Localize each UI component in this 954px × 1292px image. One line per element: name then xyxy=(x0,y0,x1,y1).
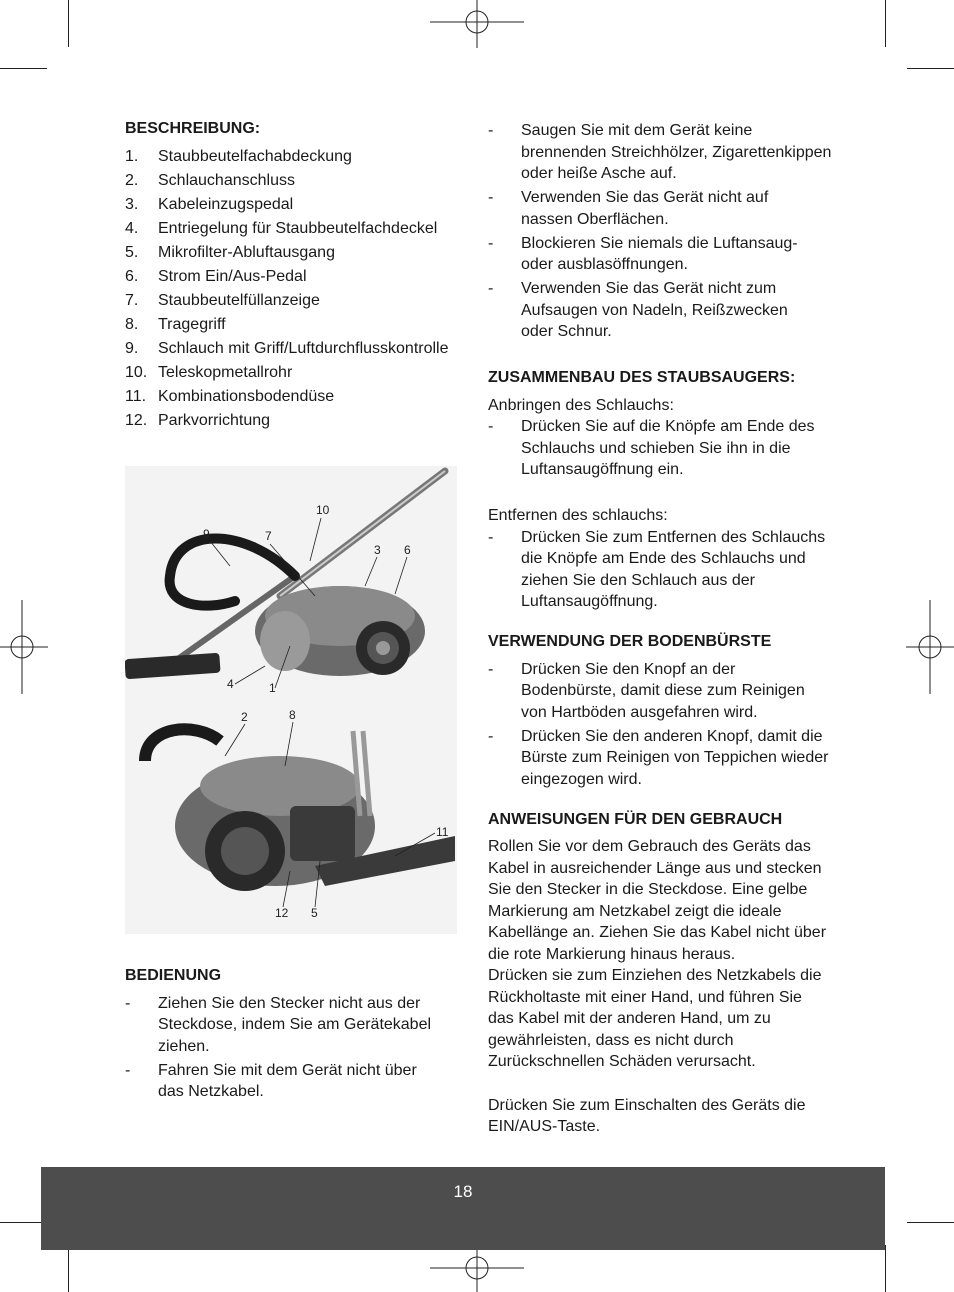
item-number: 6. xyxy=(125,267,139,285)
svg-text:3: 3 xyxy=(374,543,381,557)
list-item xyxy=(125,362,465,384)
item-label: Tragegriff xyxy=(158,315,226,333)
usage-paragraph: Drücken sie zum Einziehen des Netzkabels die Rückholtaste mit einer Hand, und führen Sie das Kabel mit der anderen Hand, um zu gewährleisten, dass es nicht durch Zurückschnellen Schäden verursacht. xyxy=(488,967,822,1070)
bullet-dash: - xyxy=(488,122,494,139)
svg-text:1: 1 xyxy=(269,681,276,695)
list-item xyxy=(125,146,465,168)
item-label: Schlauchanschluss xyxy=(158,171,295,189)
item-text: Saugen Sie mit dem Gerät keine brennenden Streichhölzer, Zigarettenkippen oder heiße Asche auf. xyxy=(521,122,832,182)
item-number: 8. xyxy=(125,315,139,333)
item-text: Fahren Sie mit dem Gerät nicht über das Netzkabel. xyxy=(158,1061,417,1100)
item-label: Schlauch mit Griff/Luftdurchflusskontrolle xyxy=(158,339,449,357)
usage-paragraph: Rollen Sie vor dem Gebrauch des Geräts das Kabel in ausreichender Länge aus und stecken Sie den Stecker in die Steckdose. Eine gelbe Markierung am Netzkabel zeigt die ideale Kabellänge an. Ziehen Sie das Kabel nicht über die rote Markierung hinaus heraus. xyxy=(488,838,827,963)
usage-heading: ANWEISUNGEN FÜR DEN GEBRAUCH xyxy=(488,810,783,828)
list-item xyxy=(125,194,465,216)
item-number: 4. xyxy=(125,219,139,237)
list-item xyxy=(125,993,465,1058)
item-label: Mikrofilter-Abluftausgang xyxy=(158,243,335,261)
list-item xyxy=(125,338,465,360)
list-item xyxy=(125,290,465,312)
svg-text:2: 2 xyxy=(241,710,248,724)
crop-mark xyxy=(0,1222,47,1223)
bullet-dash: - xyxy=(488,280,494,297)
crop-mark xyxy=(0,68,47,69)
item-number: 1. xyxy=(125,147,139,165)
item-text: Verwenden Sie das Gerät nicht auf nassen Oberflächen. xyxy=(521,189,769,228)
crop-mark xyxy=(68,0,69,47)
list-item xyxy=(125,410,465,432)
item-label: Staubbeutelfachabdeckung xyxy=(158,147,352,165)
registration-mark-icon xyxy=(906,600,954,694)
list-item xyxy=(125,1060,465,1103)
vacuum-illustration xyxy=(125,466,457,934)
bullet-dash: - xyxy=(488,234,494,252)
svg-text:4: 4 xyxy=(227,677,234,691)
item-text: Blockieren Sie niemals die Luftansaug- oder ausblasöffnungen. xyxy=(521,234,798,273)
item-number: 11. xyxy=(125,387,147,405)
left-column xyxy=(125,118,465,434)
item-number: 10. xyxy=(125,363,148,381)
list-item xyxy=(125,386,465,408)
description-heading: BESCHREIBUNG: xyxy=(125,120,261,137)
item-number: 2. xyxy=(125,171,139,189)
crop-mark xyxy=(68,1245,69,1292)
item-label: Entriegelung für Staubbeutelfachdeckel xyxy=(158,219,438,237)
vacuum-cleaner-figure xyxy=(125,466,457,934)
bullet-dash: - xyxy=(488,727,494,745)
item-label: Kombinationsbodendüse xyxy=(158,387,335,405)
bullet-dash: - xyxy=(488,660,494,678)
list-item xyxy=(488,120,833,185)
page-footer xyxy=(41,1167,885,1250)
list-item xyxy=(488,416,833,481)
remove-list xyxy=(488,527,833,613)
crop-mark xyxy=(885,0,886,47)
attach-label: Anbringen des Schlauchs: xyxy=(488,396,674,414)
safety-list xyxy=(488,120,833,343)
operation-section xyxy=(125,965,465,1105)
bullet-dash: - xyxy=(488,528,494,546)
brush-list xyxy=(488,659,833,791)
svg-text:11: 11 xyxy=(436,825,449,839)
item-number: 12. xyxy=(125,411,148,429)
svg-text:6: 6 xyxy=(404,543,411,557)
remove-label: Entfernen des schlauchs: xyxy=(488,507,668,524)
item-text: Ziehen Sie den Stecker nicht aus der Steckdose, indem Sie am Gerätekabel ziehen. xyxy=(158,994,432,1055)
list-item xyxy=(488,659,833,724)
item-text: Verwenden Sie das Gerät nicht zum Aufsaugen von Nadeln, Reißzwecken oder Schnur. xyxy=(521,280,788,340)
svg-text:5: 5 xyxy=(311,906,318,920)
right-column xyxy=(488,120,833,1138)
crop-mark xyxy=(885,1245,886,1292)
list-item xyxy=(125,170,465,192)
item-number: 5. xyxy=(125,243,139,261)
bullet-dash: - xyxy=(125,994,131,1012)
operation-list xyxy=(125,993,465,1103)
usage-paragraph: Drücken Sie zum Einschalten des Geräts die EIN/AUS-Taste. xyxy=(488,1096,806,1135)
list-item xyxy=(488,726,833,791)
bullet-dash: - xyxy=(488,418,494,435)
item-label: Teleskopmetallrohr xyxy=(158,363,293,381)
item-label: Staubbeutelfüllanzeige xyxy=(158,291,320,309)
bullet-dash: - xyxy=(488,189,494,206)
registration-mark-icon xyxy=(430,0,524,48)
item-label: Kabeleinzugspedal xyxy=(158,195,294,213)
item-text: Drücken Sie den Knopf an der Bodenbürste, damit diese zum Reinigen von Hartböden ausgefahren wird. xyxy=(521,660,805,721)
brush-heading: VERWENDUNG DER BODENBÜRSTE xyxy=(488,633,772,650)
svg-text:8: 8 xyxy=(289,708,296,722)
crop-mark xyxy=(907,1222,954,1223)
svg-text:12: 12 xyxy=(275,906,289,920)
list-item xyxy=(125,266,465,288)
item-label: Strom Ein/Aus-Pedal xyxy=(158,267,307,285)
page-number: 18 xyxy=(453,1182,473,1201)
item-text: Drücken Sie den anderen Knopf, damit die Bürste zum Reinigen von Teppichen wieder eingezogen wird. xyxy=(521,727,829,788)
crop-mark xyxy=(907,68,954,69)
list-item xyxy=(488,233,833,276)
item-number: 3. xyxy=(125,195,139,213)
list-item xyxy=(488,527,833,613)
bullet-dash: - xyxy=(125,1061,131,1079)
list-item xyxy=(125,242,465,264)
svg-text:9: 9 xyxy=(203,527,210,541)
registration-mark-icon xyxy=(430,1244,524,1292)
item-text: Drücken Sie zum Entfernen des Schlauchs die Knöpfe am Ende des Schlauchs und ziehen Sie den Schlauch aus der Luftansaugöffnung. xyxy=(521,528,826,610)
list-item xyxy=(488,187,833,230)
item-label: Parkvorrichtung xyxy=(158,411,271,429)
operation-heading: BEDIENUNG xyxy=(125,967,222,984)
registration-mark-icon xyxy=(0,600,48,694)
item-number: 9. xyxy=(125,339,139,357)
list-item xyxy=(488,278,833,343)
item-text: Drücken Sie auf die Knöpfe am Ende des Schlauchs und schieben Sie ihn in die Luftansaugöffnung ein. xyxy=(521,418,815,478)
item-number: 7. xyxy=(125,291,139,309)
svg-text:10: 10 xyxy=(316,503,330,517)
svg-text:7: 7 xyxy=(265,529,272,543)
assembly-heading: ZUSAMMENBAU DES STAUBSAUGERS: xyxy=(488,369,796,386)
list-item xyxy=(125,314,465,336)
parts-list xyxy=(125,146,465,432)
attach-list xyxy=(488,416,833,481)
list-item xyxy=(125,218,465,240)
